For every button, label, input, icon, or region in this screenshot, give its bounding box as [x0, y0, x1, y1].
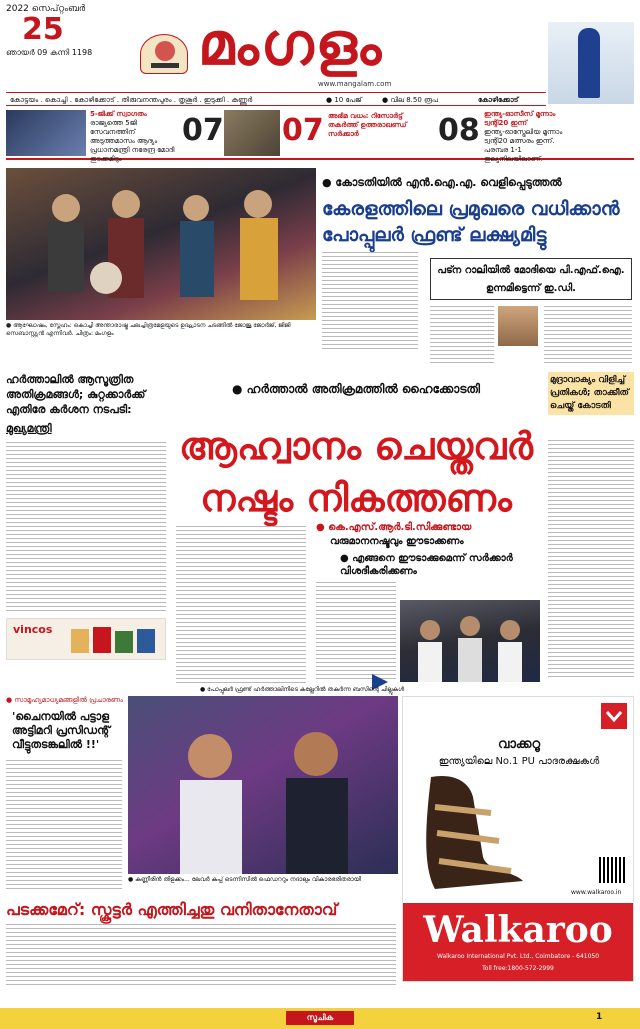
- box-body: [544, 306, 632, 364]
- play-arrow-icon: [340, 602, 396, 680]
- center-sub-headline: വരുമാനനഷ്ടവും ഈടാക്കണം: [330, 536, 464, 547]
- sandal-icon: [413, 767, 543, 897]
- lead-photo: [6, 168, 316, 320]
- price: ● വില 8.50 രൂപ: [382, 96, 438, 104]
- tennis-caption: ● കണ്ണീരിൻ തിളക്കം... ലേവർ കപ്പ് ടെന്നിസിൽ ഫെഡററും നദാലും വികാരഭരിതരായി: [128, 876, 361, 883]
- modi-photo: [498, 306, 538, 346]
- lower-headline[interactable]: 'ചൈനയിൽ പട്ടാള അട്ടിമറി പ്രസിഡന്റ് വീട്ടുതടങ്കലിൽ !!': [12, 710, 111, 751]
- vincos-products-icon: [67, 623, 163, 657]
- teaser-page: 08: [438, 113, 480, 148]
- center-body: [176, 526, 306, 686]
- lead-caption: ● ആഘോഷം, സ്നേഹം: കൊച്ചി അന്താരാഷ്ട്ര ചലച്ചിത്രമേളയുടെ ഉദ്ഘാടന ചടങ്ങിൽ ജോജു ജോർജ്, ജിജി സെബാസ്റ്റ്യൻ എന്നിവർ. ചിത്രം: മംഗളം: [6, 322, 291, 337]
- newspaper-emblem: [140, 34, 188, 74]
- bottom-body: [6, 924, 396, 986]
- teaser-page: 07: [182, 113, 224, 148]
- patna-box[interactable]: പട്ന റാലിയിൽ മോദിയെ പി.എഫ്.ഐ. ഉന്നമിട്ടെന്ന് ഇ.ഡി.: [430, 258, 632, 300]
- emblem-icon: [141, 35, 189, 75]
- teaser-image: [224, 110, 280, 156]
- qr-code[interactable]: [599, 857, 625, 883]
- lead-kicker: ● കോടതിയിൽ എൻ.ഐ.എ. വെളിപ്പെടുത്തൽ: [322, 176, 562, 189]
- ad-phone: Toll free:1800-572-2999: [482, 965, 554, 972]
- ad-website[interactable]: www.walkaroo.in: [571, 889, 622, 896]
- cricket-photo: [548, 22, 634, 104]
- page-count: ● 10 പേജ്: [326, 96, 362, 104]
- vincos-ad[interactable]: [6, 618, 166, 660]
- lead-body: [322, 252, 418, 350]
- edition-name: കോഴിക്കോട്: [478, 96, 519, 104]
- website-url[interactable]: www.mangalam.com: [318, 80, 392, 88]
- crowd-photo-icon: [400, 600, 540, 682]
- page-number: 1: [596, 1012, 603, 1022]
- walkaroo-corner-logo-icon: [601, 703, 627, 729]
- teaser-text: ഇന്ത്യ-ഓസീസ് മൂന്നാം ട്വന്റി20 ഇന്ന് ഇന്ത്യ-ഓസ്ട്രേലിയ മൂന്നാം ട്വന്റി20 മത്സരം ഇന്ന്. പരമ്പര 1-1 തുല്യനിലയിലാണ്.: [484, 110, 563, 163]
- teaser-page: 07: [282, 113, 324, 148]
- teaser-row: [6, 108, 634, 163]
- center-headline[interactable]: ആഹ്വാനം ചെയ്തവർ നഷ്ടം നികത്തണം: [178, 424, 533, 520]
- tennis-players-icon: [128, 696, 398, 874]
- tennis-photo: [128, 696, 398, 874]
- teaser-item[interactable]: [224, 108, 434, 158]
- lower-kicker: ● സാമൂഹ്യമാധ്യമങ്ങളിൽ പ്രചാരണം: [6, 696, 123, 704]
- ad-subheadline: ഇന്ത്യയിലെ No.1 PU പാദരക്ഷകൾ: [438, 756, 600, 767]
- edition-cities: കോട്ടയം . കൊച്ചി . കോഴിക്കോട് . തിരുവനന്തപുരം . തൃശൂർ . ഇടുക്കി . കണ്ണൂർ: [10, 96, 253, 104]
- ad-brand-band: [403, 903, 633, 981]
- box-body: [430, 306, 494, 364]
- teaser-item[interactable]: [6, 108, 224, 163]
- teaser-image: [6, 110, 86, 156]
- day-number: 25: [22, 12, 64, 47]
- bottom-headline[interactable]: പടക്കമേറ്: സ്കൂട്ടർ എത്തിച്ചതു വനിതാനേതാവ്: [6, 900, 338, 919]
- center-sub-point: ● എങ്ങനെ ഈടാക്കുമെന്ന് സർക്കാർ വിശദീകരിക്കണം: [340, 553, 513, 577]
- cricketer-figure: [578, 28, 600, 98]
- footer-bar: [0, 1008, 640, 1029]
- left-body: [6, 442, 166, 612]
- center-kicker: ● ഹർത്താൽ അതിക്രമത്തിൽ ഹൈക്കോടതി: [232, 382, 480, 396]
- center-sub-kicker: ● കെ.എസ്.ആർ.ടി.സിക്കുണ്ടായ: [316, 522, 472, 533]
- lead-headline[interactable]: കേരളത്തിലെ പ്രമുഖരെ വധിക്കാൻ പോപ്പുലർ ഫ്രണ്ട് ലക്ഷ്യമിട്ടു: [322, 198, 620, 246]
- left-kicker: ഹർത്താലിൽ ആസൂത്രിത അതിക്രമങ്ങൾ; കുറ്റക്കാർക്ക് എതിരേ കർശന നടപടി:: [6, 373, 146, 416]
- malayalam-date: ഞായർ 09 കന്നി 1198: [6, 48, 93, 57]
- vincos-logo: vincos: [13, 623, 53, 636]
- teaser-item[interactable]: [438, 108, 563, 163]
- edition-bar: [6, 92, 546, 106]
- walkaroo-ad[interactable]: [402, 696, 634, 982]
- right-body: [548, 440, 634, 680]
- ad-company: Walkaroo International Pvt. Ltd., Coimbatore - 641050: [436, 953, 600, 960]
- people-photo-icon: [6, 168, 316, 320]
- right-kicker[interactable]: മുദ്രാവാക്യം വിളിച്ച് പ്രതികൾ; താക്കീത് ചെയ്ത് കോടതി: [548, 372, 634, 415]
- center-caption: ● പോപ്പുലർ ഫ്രണ്ട് ഹർത്താലിനിടെ കല്ലേറിൽ തകർന്ന ബസിന്റെ ചില്ലുകൾ: [200, 686, 405, 693]
- ad-brand: Walkaroo: [423, 909, 613, 951]
- teaser-text: 5-ജിക്ക് സ്വാഗതം രാജ്യത്തെ 5ജി സേവനത്തിന് അടുത്തമാസം ആദ്യം പ്രധാനമന്ത്രി നരേന്ദ്ര മോദി തുടക്കമിടും: [90, 110, 175, 163]
- ad-headline: വാക്കറൂ: [497, 737, 541, 752]
- newspaper-title: മംഗളം: [198, 10, 384, 78]
- index-button[interactable]: സൂചിക: [286, 1011, 354, 1025]
- teaser-text: അഭിമ വധം: റിസോർട്ട് തകർത്ത് ഉത്തരാഖണ്ഡ് സർക്കാർ: [328, 112, 407, 138]
- center-photo: [400, 600, 540, 682]
- lower-body: [6, 760, 122, 890]
- date-line: 2022 സെപ്റ്റംബർ: [6, 4, 86, 14]
- left-headline[interactable]: മുഖ്യമന്ത്രി: [6, 422, 52, 435]
